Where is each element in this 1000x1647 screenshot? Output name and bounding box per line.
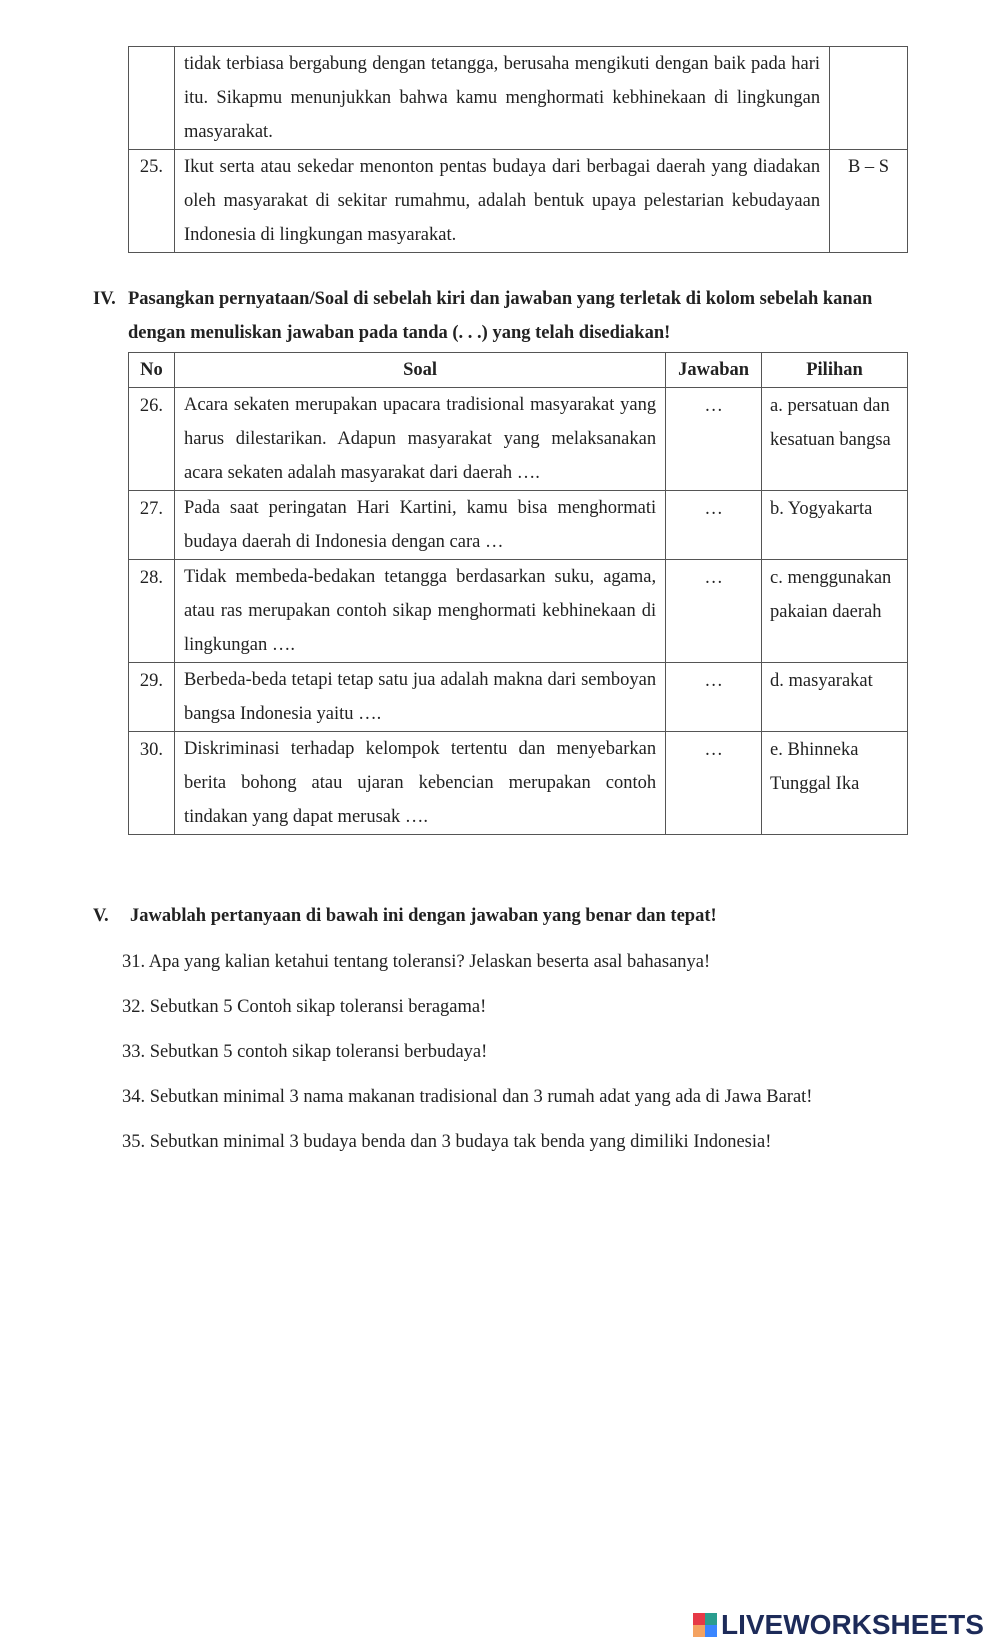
table-row	[129, 663, 908, 732]
section-v-heading	[93, 899, 913, 933]
header-jawaban: Jawaban	[666, 353, 762, 388]
header-no: No	[129, 353, 175, 388]
table-row	[129, 150, 908, 253]
choice-cell	[762, 732, 908, 835]
choice-cell	[762, 491, 908, 560]
statement-text: Ikut serta atau sekedar menonton pentas budaya dari berbagai daerah yang diadakan oleh masyarakat di sekitar rumahmu, adalah bentuk upaya pelestarian kebudayaan Indonesia di lingkungan masyarakat.	[174, 150, 829, 253]
question-text: Berbeda-beda tetapi tetap satu jua adalah makna dari semboyan bangsa Indonesia yaitu ….	[174, 663, 665, 732]
essay-question: 33. Sebutkan 5 contoh sikap toleransi berbudaya!	[122, 1042, 488, 1062]
table-row	[129, 560, 908, 663]
row-number: 25.	[129, 150, 175, 253]
row-number: 29.	[129, 663, 175, 732]
table-row	[129, 47, 908, 150]
essay-question-list	[122, 940, 812, 1165]
choice-cell	[762, 663, 908, 732]
choice-letter: d.	[770, 671, 784, 691]
answer-blank[interactable]: …	[666, 663, 762, 732]
liveworksheets-logo-icon	[693, 1613, 717, 1637]
matching-table	[128, 352, 908, 835]
table-row	[129, 491, 908, 560]
logo-text: LIVEWORKSHEETS	[721, 1609, 984, 1640]
liveworksheets-logo	[693, 1609, 984, 1641]
choice-text: masyarakat	[788, 671, 873, 691]
section-iv-instruction-line1: Pasangkan pernyataan/Soal di sebelah kiri dan jawaban yang terletak di kolom sebelah kanan	[128, 289, 873, 309]
choice-text: persatuan dan kesatuan bangsa	[770, 396, 891, 450]
question-text: Pada saat peringatan Hari Kartini, kamu bisa menghormati budaya daerah di Indonesia dengan cara …	[174, 491, 665, 560]
row-number: 28.	[129, 560, 175, 663]
answer-cell	[830, 47, 908, 150]
question-text: Diskriminasi terhadap kelompok tertentu dan menyebarkan berita bohong atau ujaran kebencian merupakan contoh tindakan yang dapat merusak ….	[174, 732, 665, 835]
answer-blank[interactable]: …	[666, 732, 762, 835]
row-number: 30.	[129, 732, 175, 835]
table-header-row	[129, 353, 908, 388]
choice-cell	[762, 560, 908, 663]
section-iv-heading	[93, 282, 913, 350]
question-text: Acara sekaten merupakan upacara tradisional masyarakat yang harus dilestarikan. Adapun masyarakat yang melaksanakan acara sekaten adalah masyarakat dari daerah ….	[174, 388, 665, 491]
true-false-table	[128, 46, 908, 253]
row-number: 27.	[129, 491, 175, 560]
answer-cell[interactable]: B – S	[830, 150, 908, 253]
choice-text: Yogyakarta	[787, 499, 873, 519]
essay-question: 32. Sebutkan 5 Contoh sikap toleransi beragama!	[122, 997, 487, 1017]
section-iv-instruction-line2: dengan menuliskan jawaban pada tanda (. . .) yang telah disediakan!	[128, 323, 671, 343]
section-v-instruction: Jawablah pertanyaan di bawah ini dengan jawaban yang benar dan tepat!	[130, 906, 717, 926]
row-number: 26.	[129, 388, 175, 491]
answer-blank[interactable]: …	[666, 388, 762, 491]
choice-letter: a.	[770, 396, 783, 416]
table-row	[129, 732, 908, 835]
choice-letter: e.	[770, 740, 783, 760]
table-row	[129, 388, 908, 491]
question-text: Tidak membeda-bedakan tetangga berdasarkan suku, agama, atau ras merupakan contoh sikap menghormati kebhinekaan di lingkungan ….	[174, 560, 665, 663]
choice-text: Bhinneka Tunggal Ika	[770, 740, 860, 794]
statement-text: tidak terbiasa bergabung dengan tetangga, berusaha mengikuti dengan baik pada hari itu. Sikapmu menunjukkan bahwa kamu menghormati kebhinekaan di lingkungan masyarakat.	[174, 47, 829, 150]
essay-question: 34. Sebutkan minimal 3 nama makanan tradisional dan 3 rumah adat yang ada di Jawa Barat!	[122, 1087, 813, 1107]
header-pilihan: Pilihan	[762, 353, 908, 388]
choice-cell	[762, 388, 908, 491]
essay-question: 31. Apa yang kalian ketahui tentang toleransi? Jelaskan beserta asal bahasanya!	[122, 952, 711, 972]
section-number: V.	[93, 906, 109, 926]
row-number	[129, 47, 175, 150]
choice-letter: b.	[770, 499, 784, 519]
section-number: IV.	[93, 289, 116, 309]
header-soal: Soal	[174, 353, 665, 388]
answer-blank[interactable]: …	[666, 491, 762, 560]
essay-question: 35. Sebutkan minimal 3 budaya benda dan 3 budaya tak benda yang dimiliki Indonesia!	[122, 1132, 772, 1152]
choice-text: menggunakan pakaian daerah	[770, 568, 892, 622]
choice-letter: c.	[770, 568, 783, 588]
answer-blank[interactable]: …	[666, 560, 762, 663]
